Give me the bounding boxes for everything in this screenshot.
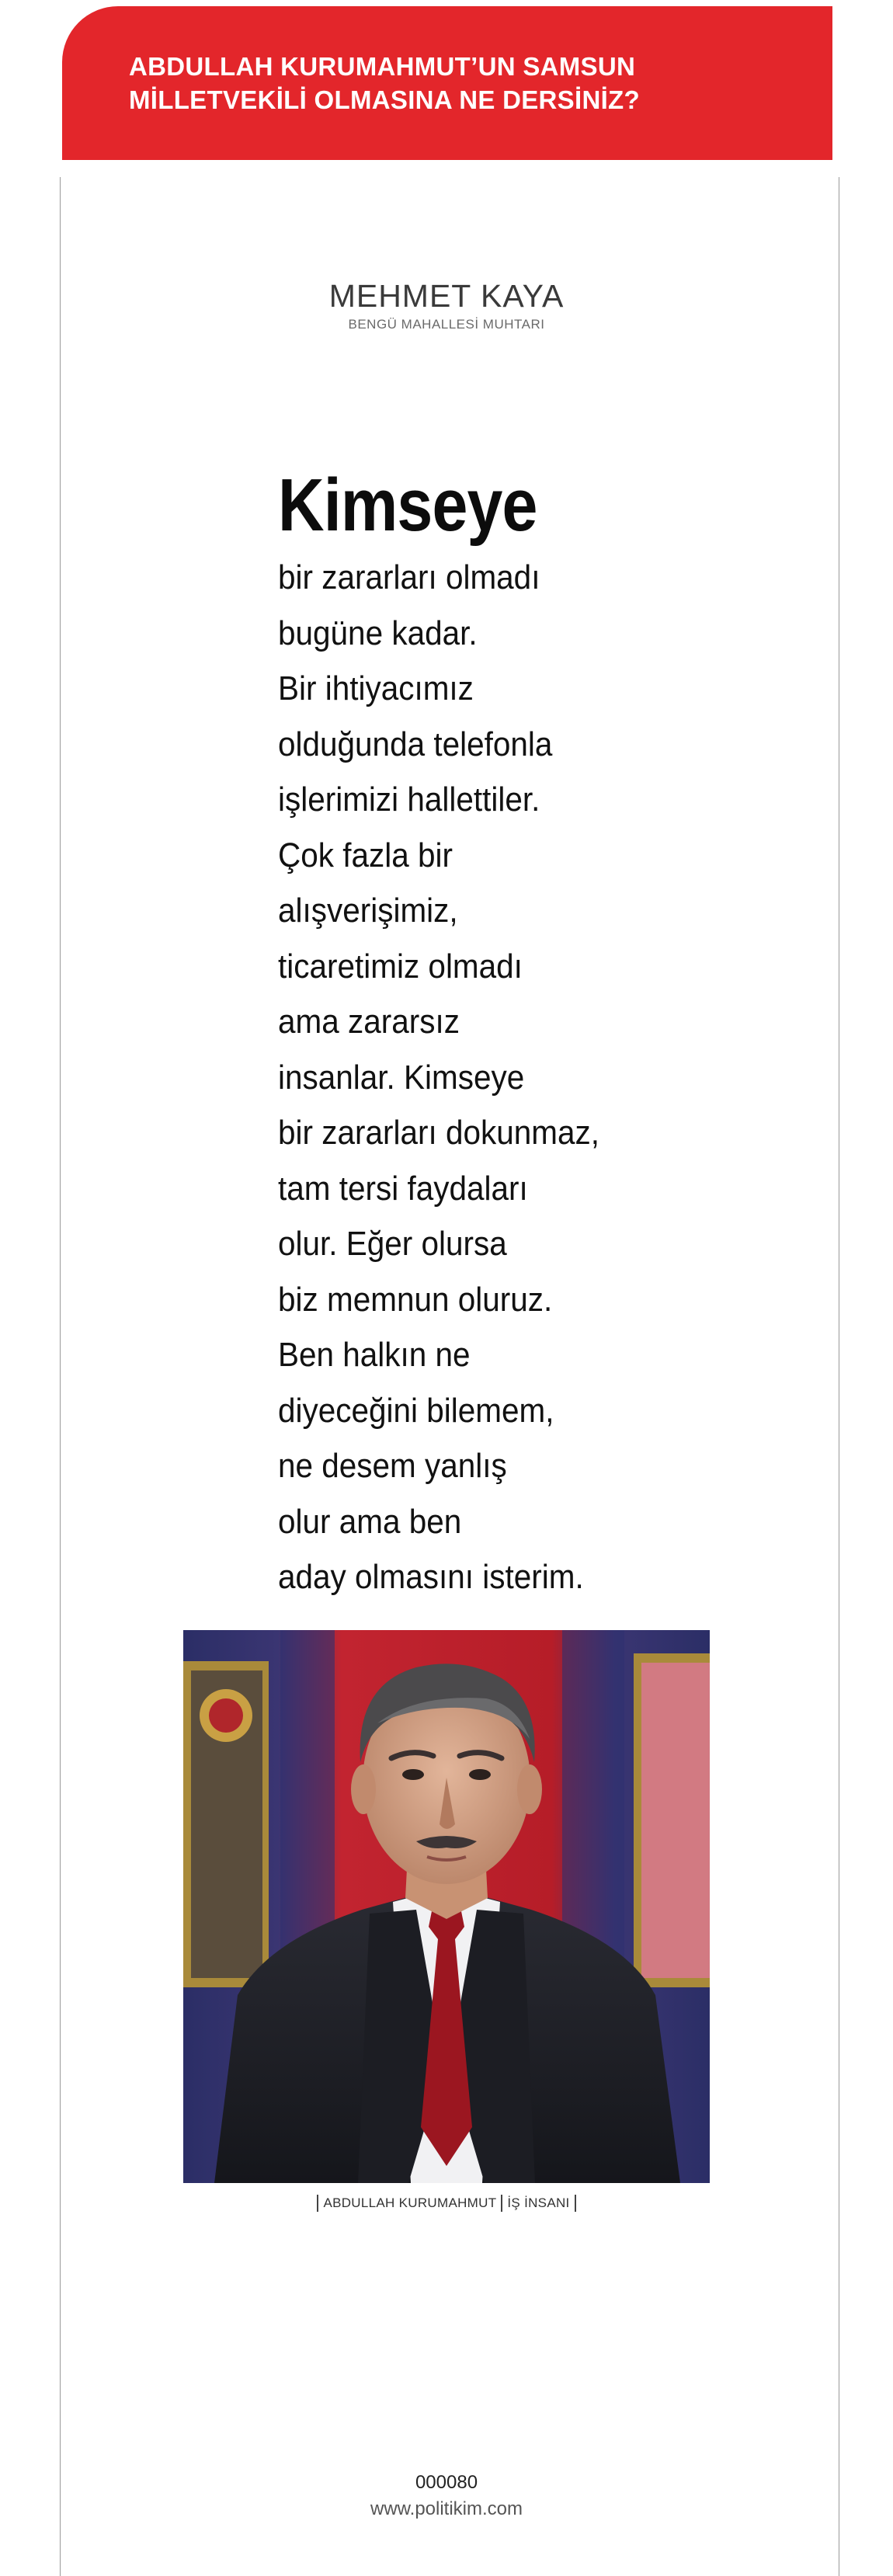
article-line: ama zararsız (278, 1003, 460, 1041)
article-line: olur. Eğer olursa (278, 1225, 507, 1263)
article-body (278, 463, 713, 1605)
headline (129, 50, 832, 116)
article-line: olduğunda telefonla (278, 725, 553, 763)
article-line: Çok fazla bir (278, 836, 453, 874)
portrait-illustration (183, 1630, 710, 2183)
website-link[interactable]: www.politikim.com (370, 2498, 523, 2519)
lead-word: Kimseye (278, 464, 537, 547)
portrait-photo (183, 1630, 710, 2183)
article-line: insanlar. Kimseye (278, 1058, 525, 1097)
article-line: alışverişimiz, (278, 892, 458, 930)
caption-divider (317, 2195, 318, 2212)
caption-name: ABDULLAH KURUMAHMUT (323, 2195, 497, 2210)
article-line: Ben halkın ne (278, 1336, 471, 1374)
article-line: aday olmasını isterim. (278, 1558, 584, 1596)
photo-caption (0, 2195, 893, 2212)
page-number: 000080 (415, 2472, 478, 2493)
article-line: bir zararları dokunmaz, (278, 1114, 599, 1152)
author-block (0, 276, 893, 332)
author-name: MEHMET KAYA (328, 278, 565, 314)
caption-divider (575, 2195, 576, 2212)
article-line: biz memnun oluruz. (278, 1280, 553, 1319)
article-line: tam tersi faydaları (278, 1169, 528, 1208)
article-line: olur ama ben (278, 1502, 462, 1541)
article-line: bugüne kadar. (278, 614, 478, 652)
caption-divider (501, 2195, 502, 2212)
article-lines (278, 550, 713, 1605)
caption-title: İŞ İNSANI (507, 2195, 570, 2210)
article-line: ne desem yanlış (278, 1447, 507, 1485)
article-line: Bir ihtiyacımız (278, 669, 474, 707)
author-role: BENGÜ MAHALLESİ MUHTARI (348, 317, 545, 332)
headline-line-1: ABDULLAH KURUMAHMUT’UN SAMSUN (129, 52, 636, 81)
page-footer (0, 2470, 893, 2522)
header-banner (62, 6, 832, 160)
article-line: bir zararları olmadı (278, 558, 540, 596)
article-line: işlerimizi hallettiler. (278, 780, 540, 819)
headline-line-2: MİLLETVEKİLİ OLMASINA NE DERSİNİZ? (129, 85, 640, 114)
article-line: diyeceğini bilemem, (278, 1391, 554, 1430)
article-line: ticaretimiz olmadı (278, 947, 523, 986)
